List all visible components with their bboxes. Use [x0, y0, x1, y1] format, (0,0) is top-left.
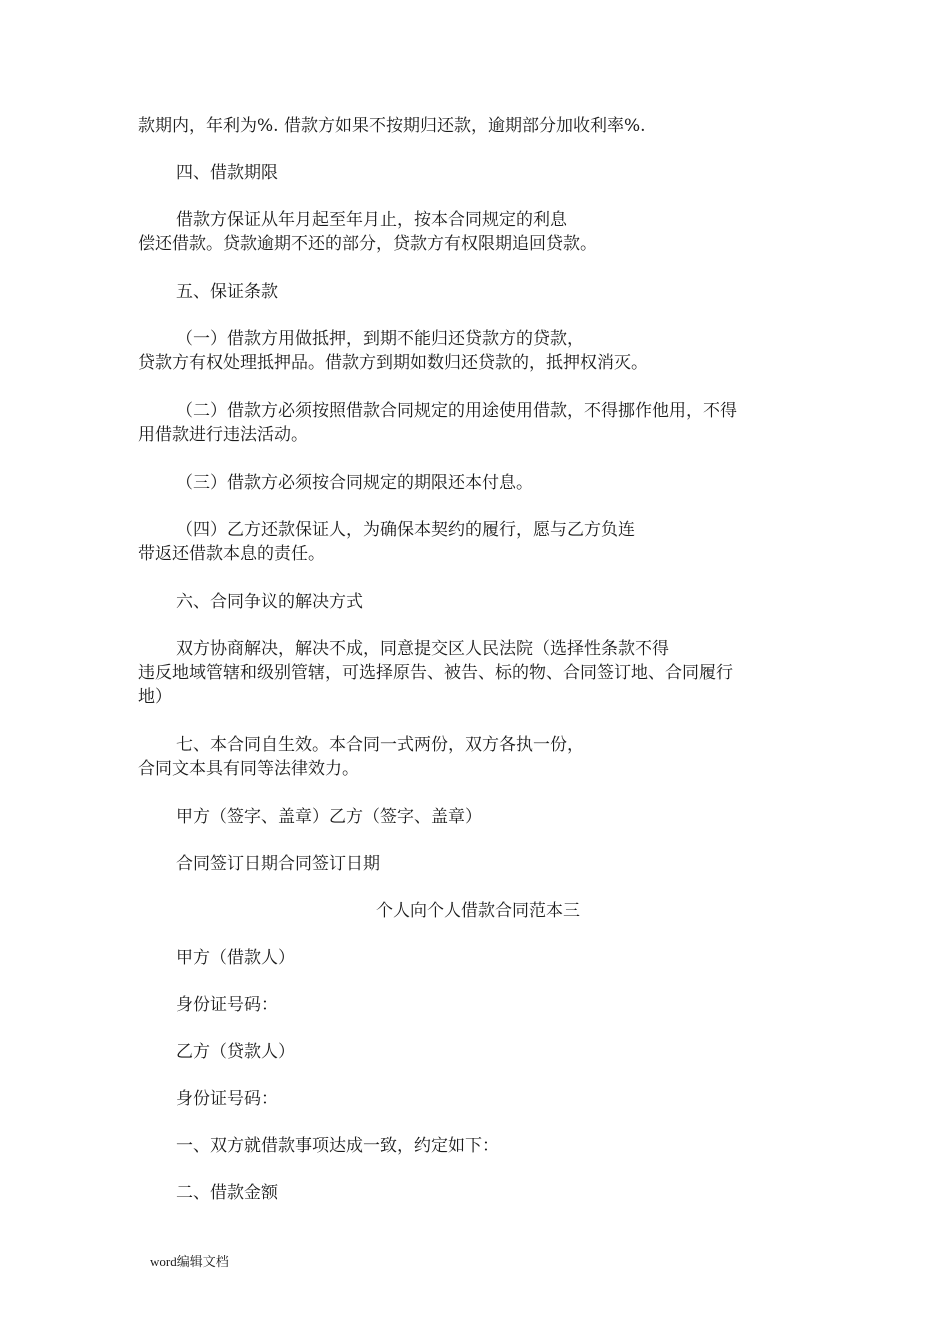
text-line: （三）借款方必须按合同规定的期限还本付息。 — [176, 473, 533, 493]
text-line: （一）借款方用做抵押，到期不能归还贷款方的贷款， — [176, 329, 584, 349]
text-line: 贷款方有权处理抵押品。借款方到期如数归还贷款的，抵押权消灭。 — [138, 353, 648, 373]
text-line: 甲方（借款人） — [176, 948, 295, 968]
paragraph-guarantee-3 — [138, 471, 856, 495]
heading-loan-amount — [138, 1181, 856, 1205]
party-b-id-line — [138, 1087, 856, 1111]
party-a-line — [138, 946, 856, 970]
section-heading: 二、借款金额 — [176, 1183, 278, 1203]
page-footer: word编辑文档 — [150, 1254, 229, 1269]
text-line: 甲方（签字、盖章）乙方（签字、盖章） — [176, 807, 482, 827]
sign-date-line — [138, 852, 856, 876]
paragraph-guarantee-2 — [138, 399, 818, 447]
paragraph-loan-term — [138, 208, 818, 256]
text-line: 款期内，年利为%. 借款方如果不按期归还款，逾期部分加收利率%. — [138, 116, 646, 136]
text-line: 用借款进行违法活动。 — [138, 425, 308, 445]
section-heading: 五、保证条款 — [176, 282, 278, 302]
paragraph-interest — [138, 114, 818, 138]
paragraph-guarantee-4 — [138, 518, 818, 566]
text-line: 七、本合同自生效。本合同一式两份，双方各执一份， — [176, 735, 584, 755]
heading-loan-term — [138, 161, 856, 185]
party-b-line — [138, 1040, 856, 1064]
signature-line — [138, 805, 856, 829]
section-heading: 六、合同争议的解决方式 — [176, 592, 363, 612]
text-line: 违反地域管辖和级别管辖，可选择原告、被告、标的物、合同签订地、合同履行 — [138, 663, 733, 683]
text-line: （二）借款方必须按照借款合同规定的用途使用借款，不得挪作他用，不得 — [176, 401, 737, 421]
text-line: 合同文本具有同等法律效力。 — [138, 759, 359, 779]
text-line: 带返还借款本息的责任。 — [138, 544, 325, 564]
text-line: （四）乙方还款保证人，为确保本契约的履行，愿与乙方负连 — [176, 520, 635, 540]
agreement-line — [138, 1134, 856, 1158]
text-line: 地） — [138, 687, 172, 707]
text-line: 偿还借款。贷款逾期不还的部分，贷款方有权限期追回贷款。 — [138, 234, 597, 254]
contract-title: 个人向个人借款合同范本三 — [376, 901, 580, 921]
paragraph-guarantee-1 — [138, 327, 818, 375]
paragraph-dispute — [138, 637, 818, 709]
heading-guarantee — [138, 280, 856, 304]
text-line: 一、双方就借款事项达成一致，约定如下： — [176, 1136, 499, 1156]
text-line: 合同签订日期合同签订日期 — [176, 854, 380, 874]
paragraph-effective — [138, 733, 818, 781]
text-line: 借款方保证从年月起至年月止，按本合同规定的利息 — [176, 210, 567, 230]
party-a-id-line — [138, 993, 856, 1017]
text-line: 身份证号码： — [176, 1089, 278, 1109]
text-line: 乙方（贷款人） — [176, 1042, 295, 1062]
text-line: 双方协商解决，解决不成，同意提交区人民法院（选择性条款不得 — [176, 639, 669, 659]
heading-dispute — [138, 590, 856, 614]
text-line: 身份证号码： — [176, 995, 278, 1015]
section-heading: 四、借款期限 — [176, 163, 278, 183]
